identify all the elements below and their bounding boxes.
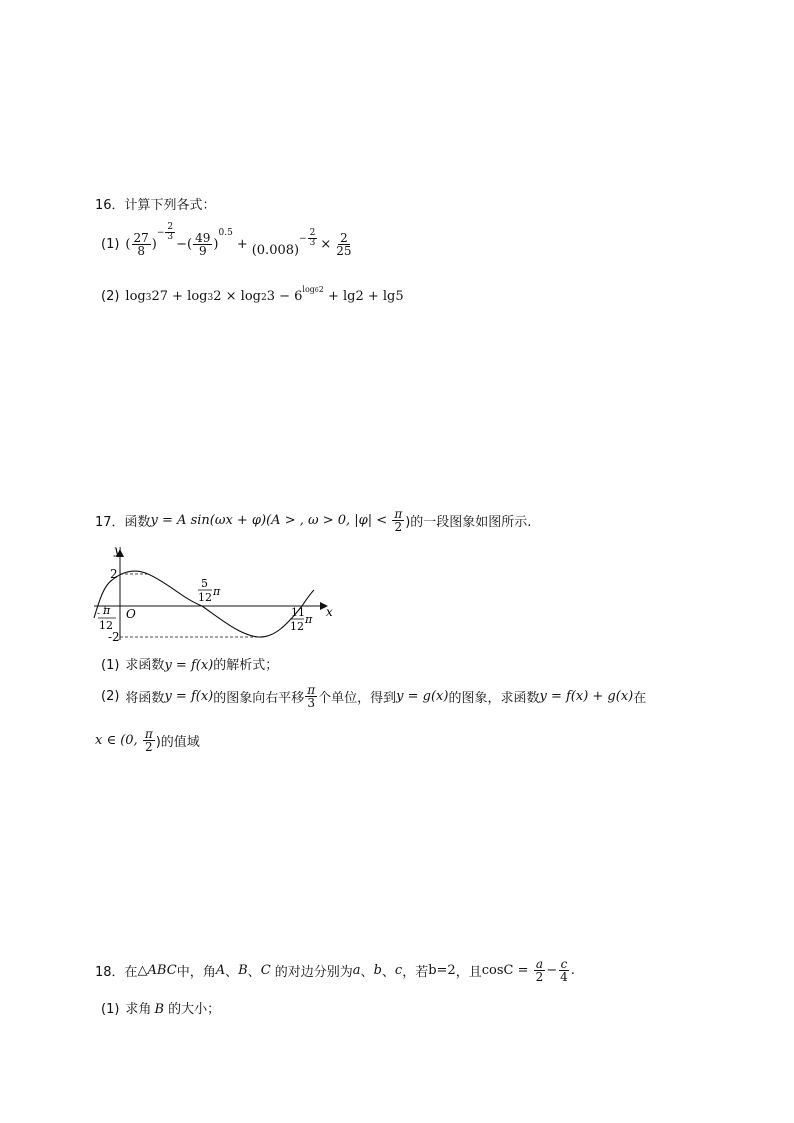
exponent-neg-2-3-b [299,229,318,248]
exp-sign: − [156,227,165,238]
q18-sep3: 、 [360,965,374,980]
frac-27-8 [132,232,151,257]
x-label: x [326,605,333,619]
q18-part1-B: B [154,1002,164,1017]
q18-title [95,958,575,983]
log-2-arg: 2 × [213,289,241,304]
q18-cond: b=2 [428,963,456,978]
den: 2 [144,740,153,754]
q18-t3: ，若 [402,965,429,980]
q18-C: C [260,963,271,978]
num: a [535,957,543,971]
den: 8 [137,244,145,258]
neg-12: 12 [99,619,113,632]
exp-sign: − [299,233,307,244]
frac-a-2 [534,958,546,983]
q18-a: a [352,963,361,978]
q17-part1-math: y = f(x) [164,658,214,673]
q17-part2-text3: 个单位，得到 [318,691,397,706]
log-2: log [187,289,208,304]
q17-part1-text1: 求函数 [125,658,165,673]
right-num: 11 [291,606,305,619]
pow-log: log [302,285,315,294]
q17-part2-math3: y = f(x) + g(x) [539,689,634,704]
mid-pi: π [213,585,221,598]
frac-pi-3 [305,684,317,709]
frac-49-9 [193,232,212,257]
q18-sep1: 、 [225,965,239,980]
q17-part2-math1: y = f(x) [164,689,214,704]
q16-part2 [101,285,404,304]
power-log [302,285,323,294]
y-bottom-label: -2 [108,630,120,644]
log-1: log [125,289,146,304]
q17-title [95,508,531,533]
neg-sign: - [97,609,101,619]
sine-graph [90,540,335,645]
q16-part1: (1) ( $\frac{27}{8}$ ) − $\frac{2}{3}$ − ( $\frac{49}{9}$ ) 0.5 + (0.008) − $\frac{2}{3}$ × $\frac{2}{25}$ [101,222,352,258]
y-top-label: 2 [110,567,118,581]
num: 2 [309,228,316,238]
neg-pi: π [103,604,111,617]
q18-A: A [215,963,226,978]
q16-part2-tail: + lg2 + lg5 [323,289,404,304]
q17-part1 [101,654,278,673]
q17-part1-label: (1) [101,658,120,673]
plus-sign: + [236,237,248,252]
exponent-neg-2-3 [157,223,176,242]
q18-c: c [394,963,403,978]
q18-b: b [373,963,382,978]
times-sign: × [320,237,332,252]
frac-pi-2 [392,508,404,533]
log-2-base: 3 [207,293,214,303]
q18-part1 [101,998,220,1017]
q18-part1-text1: 求角 [125,1002,152,1017]
q18-sep4: 、 [381,965,395,980]
den: 3 [167,232,174,242]
mid-den: 12 [198,591,212,604]
log-3-base: 2 [260,293,267,303]
q17-post: )的一段图象如图所示. [405,515,532,530]
num: c [560,957,568,971]
frac-2-25 [334,232,353,257]
q18-cos: cosC = [481,963,533,978]
q18-part1-text2: 的大小； [164,1002,221,1017]
q16-part1-label: (1) [101,237,120,252]
den: 3 [309,238,316,248]
q18-B: B [238,963,248,978]
mid-num: 5 [201,577,208,590]
q17-part2-line2 [95,728,200,753]
q17-pre: 17．函数 [95,515,151,530]
num: 2 [340,231,348,245]
q18-minus: − [546,963,558,978]
frac-pi-2-b [143,728,155,753]
q18-triangle: △ABC [137,963,177,978]
q18-pre: 18．在 [95,965,138,980]
num: 2 [167,222,174,232]
num: π [394,507,403,521]
frac-c-4 [558,958,570,983]
den: 4 [560,970,568,984]
q16-part2-label: (2) [101,289,120,304]
pow-base: 6 [314,287,319,294]
q16-title: 16．计算下列各式： [95,198,216,213]
q17-part2-text4: 的图象，求函数 [448,691,540,706]
right-den: 12 [290,620,304,633]
q18-t4: ，且 [455,965,482,980]
num: 49 [195,231,211,245]
q17-formula: y = A sin(ωx + φ)(A > , ω > 0, |φ| < [150,513,392,528]
q18-t1: 中，角 [176,965,216,980]
q18-end: . [570,963,575,978]
q17-part2-text5: 在 [633,691,647,706]
q17-part2-line2-text: )的值域 [155,735,200,750]
log-3-arg: 3 − 6 [266,289,303,304]
log-1-base: 3 [145,293,152,303]
q17-part2-line2-math: x ∈ (0, [95,733,142,748]
den: 2 [535,970,544,984]
right-pi: π [305,613,313,626]
y-label: y [114,543,121,557]
log-3: log [240,289,261,304]
origin-label: O [126,607,136,621]
q17-part2-text1: 将函数 [125,691,165,706]
log-1-arg: 27 + [151,289,188,304]
den: 2 [394,520,403,534]
pow-arg: 2 [318,285,324,294]
den: 3 [307,696,316,710]
q17-part2-math2: y = g(x) [396,689,449,704]
num: 27 [133,231,149,245]
minus-sign: − [176,237,188,252]
q17-part2-label: (2) [101,689,120,704]
num: π [144,727,153,741]
q18-sep2: 、 [247,965,261,980]
num: π [307,683,316,697]
den: 25 [336,244,352,258]
q17-part2-line1 [101,684,646,709]
q17-part1-text2: 的解析式； [213,658,279,673]
exponent-0-5: 0.5 [218,227,233,238]
den: 9 [198,244,207,258]
q17-part2-text2: 的图象向右平移 [213,691,305,706]
q18-t2: 的对边分别为 [270,965,353,980]
q18-part1-label: (1) [101,1002,120,1017]
base-0-008: (0.008) [251,243,300,258]
